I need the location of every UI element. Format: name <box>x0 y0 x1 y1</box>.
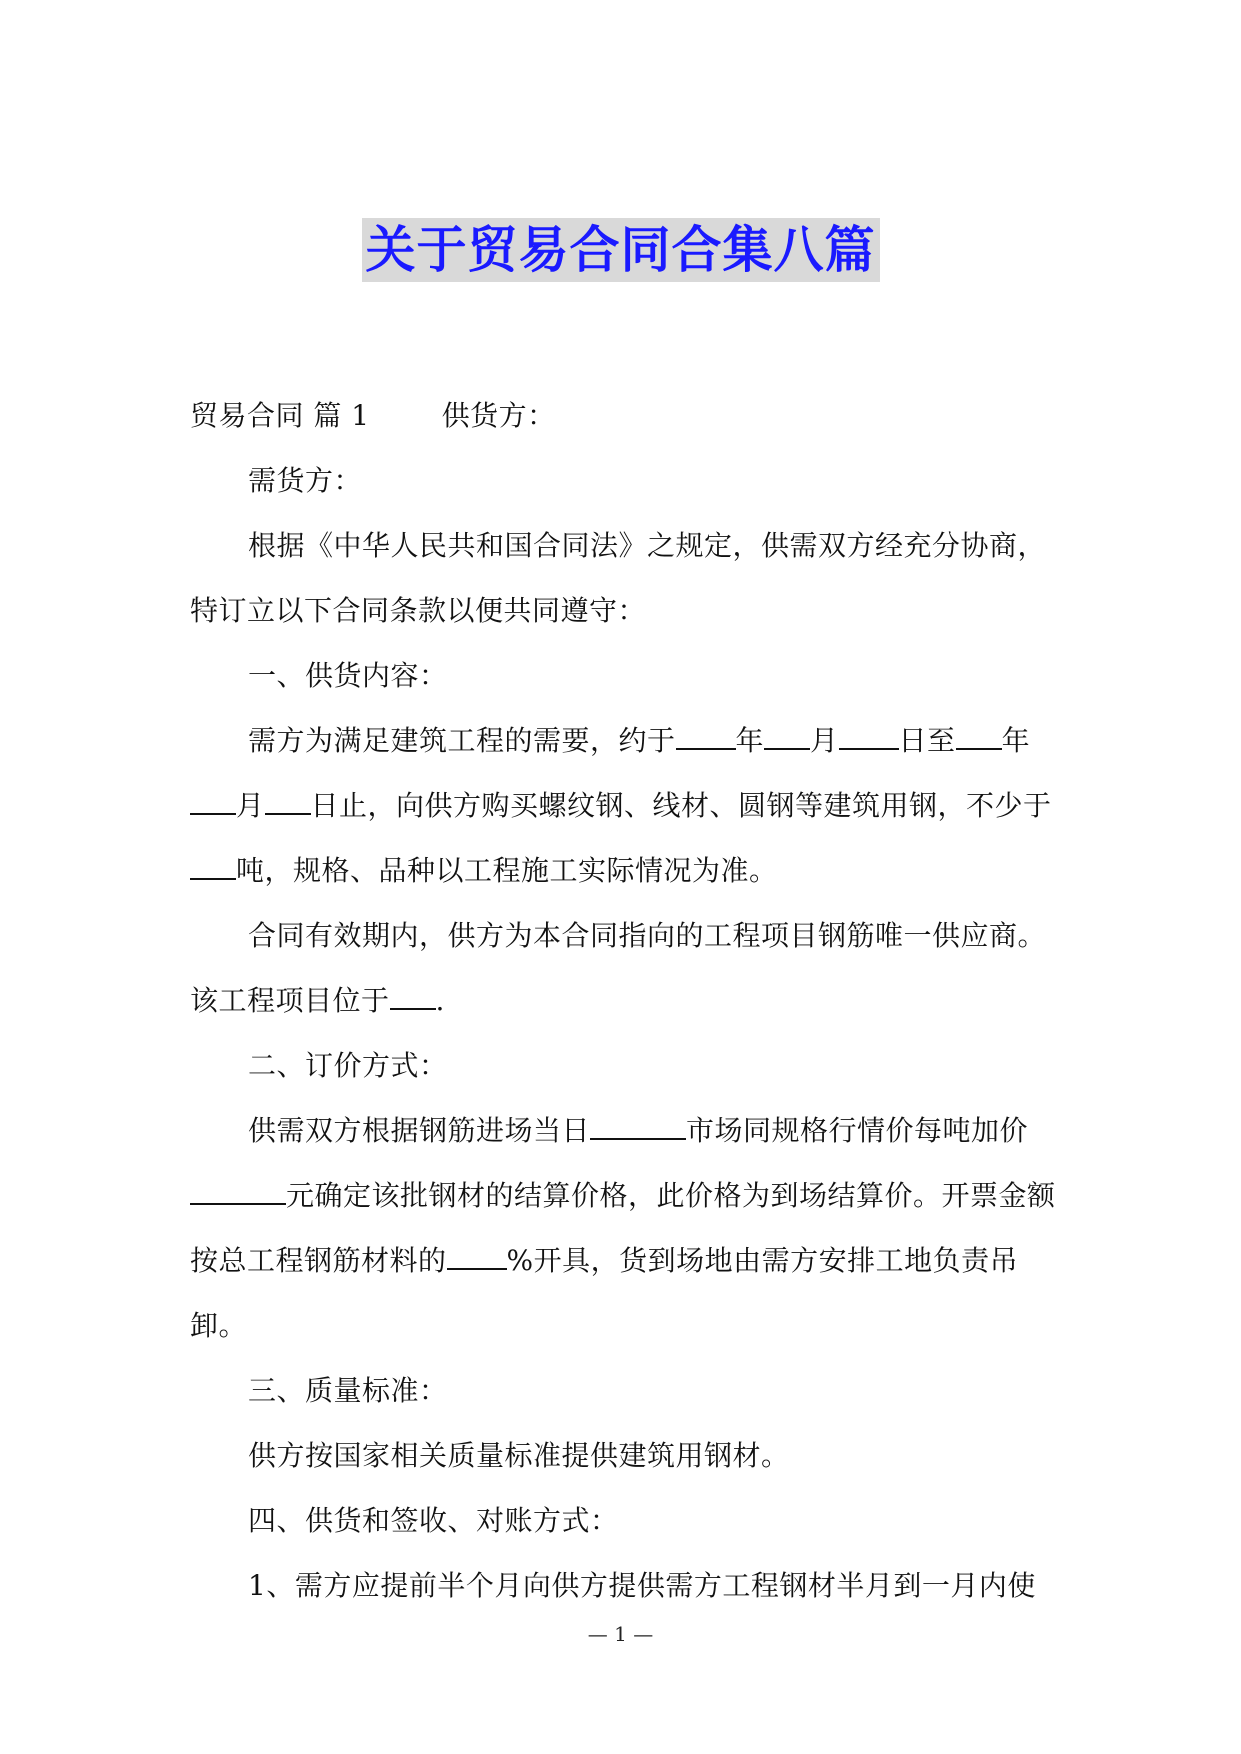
section-heading-3: 三、质量标准： <box>248 1374 448 1407</box>
blank-field <box>839 718 899 750</box>
paragraph-pricing: 供需双方根据钢筋进场当日 市场同规格行情价每吨加价元确定该批钢材的结算价格，此价格为到场结算价。开票金额按总工程钢筋材料的 %开具，货到场地由需方安排工地负责吊卸。 <box>190 1098 1060 1358</box>
blank-field <box>590 1108 686 1140</box>
blank-field <box>190 848 236 880</box>
blank-field <box>190 1173 286 1205</box>
supplier-label: 供货方： <box>441 399 556 432</box>
paragraph-clause-1: 1、需方应提前半个月向供方提供需方工程钢材半月到一月内使 <box>248 1569 1036 1602</box>
paragraph-supply-content: 需方为满足建筑工程的需要，约于 年 月 日至 年月 日止，向供方购买螺纹钢、线材、圆钢等建筑用钢，不少于吨，规格、品种以工程施工实际情况为准。 <box>190 708 1060 903</box>
blank-field <box>956 718 1002 750</box>
contract-label: 贸易合同 篇 1 <box>190 399 370 432</box>
blank-field <box>764 718 810 750</box>
paragraph-intro: 根据《中华人民共和国合同法》之规定，供需双方经充分协商，特订立以下合同条款以便共同遵守： <box>190 529 1047 627</box>
section-heading-2: 二、订价方式： <box>248 1049 448 1082</box>
title-container <box>0 218 1241 282</box>
section-heading-4: 四、供货和签收、对账方式： <box>248 1504 619 1537</box>
paragraph-quality: 供方按国家相关质量标准提供建筑用钢材。 <box>248 1439 790 1472</box>
blank-field <box>447 1238 507 1270</box>
paragraph-validity: 合同有效期内，供方为本合同指向的工程项目钢筋唯一供应商。该工程项目位于 . <box>190 919 1047 1017</box>
document-body <box>190 383 1060 1618</box>
blank-field <box>190 783 236 815</box>
blank-field <box>676 718 736 750</box>
paragraph-buyer: 需货方： <box>248 464 363 497</box>
document-title: 关于贸易合同合集八篇 <box>362 218 880 282</box>
page-number: — 1 — <box>587 1622 654 1646</box>
paragraph-contract-header <box>190 383 1060 448</box>
blank-field <box>265 783 311 815</box>
blank-field <box>390 978 436 1010</box>
section-heading-1: 一、供货内容： <box>248 659 448 692</box>
